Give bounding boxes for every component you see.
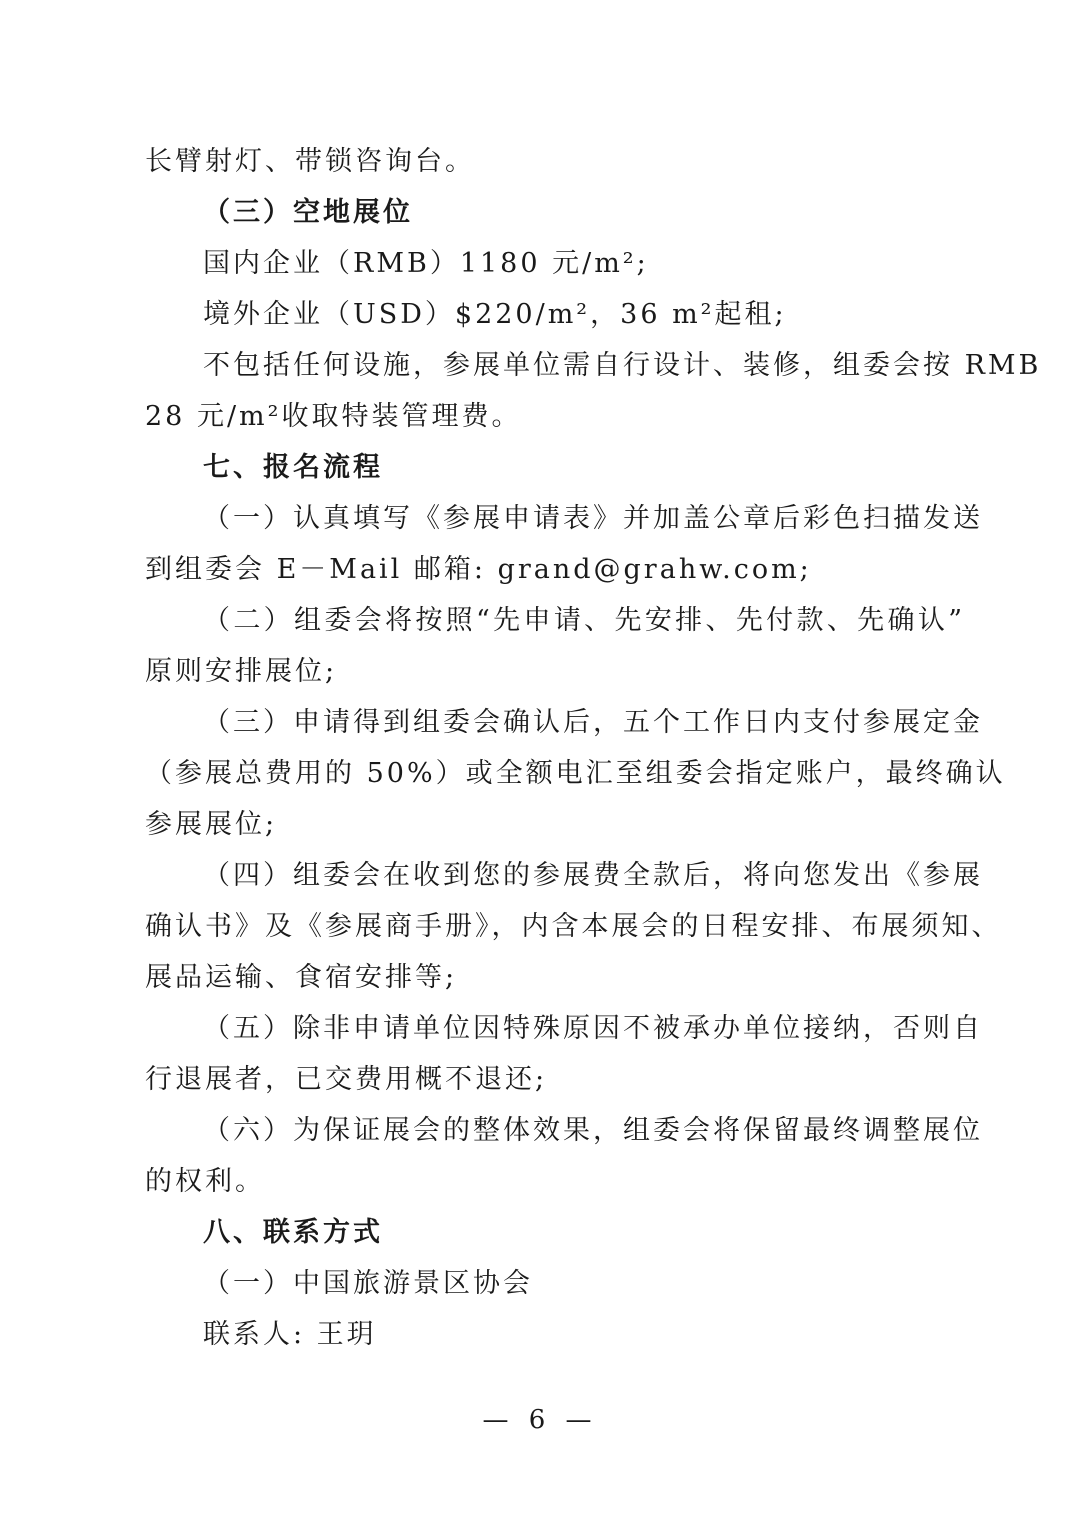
- paragraph-facilities: 不包括任何设施，参展单位需自行设计、装修，组委会按 RMB: [203, 350, 1042, 381]
- registration-step-3-cont: （参展总费用的 50%）或全额电汇至组委会指定账户，最终确认: [145, 758, 1006, 789]
- contact-organization: （一）中国旅游景区协会: [203, 1268, 533, 1299]
- registration-step-1-cont: 到组委会 E－Mail 邮箱: grand@grahw.com;: [145, 554, 812, 585]
- subheading-open-space-booth: （三）空地展位: [203, 197, 413, 228]
- price-overseas: 境外企业（USD）$220/m²，36 m²起租;: [203, 299, 787, 330]
- paragraph-continuation: 长臂射灯、带锁咨询台。: [145, 146, 475, 177]
- document-body: [145, 136, 1042, 1360]
- registration-step-3: （三）申请得到组委会确认后，五个工作日内支付参展定金: [203, 707, 983, 738]
- registration-step-2: （二）组委会将按照“先申请、先安排、先付款、先确认”: [203, 605, 965, 636]
- registration-step-2-cont: 原则安排展位;: [145, 656, 338, 687]
- registration-step-1: （一）认真填写《参展申请表》并加盖公章后彩色扫描发送: [203, 503, 983, 534]
- registration-step-6: （六）为保证展会的整体效果，组委会将保留最终调整展位: [203, 1115, 983, 1146]
- price-domestic: 国内企业（RMB）1180 元/m²;: [203, 248, 649, 279]
- registration-step-6-cont: 的权利。: [145, 1166, 265, 1197]
- contact-person: 联系人: 王玥: [203, 1319, 377, 1350]
- registration-step-5-cont: 行退展者，已交费用概不退还;: [145, 1064, 548, 1095]
- page-number: — 6 —: [482, 1405, 598, 1435]
- section-heading-registration: 七、报名流程: [203, 452, 383, 483]
- registration-step-3-end: 参展展位;: [145, 809, 278, 840]
- registration-step-4: （四）组委会在收到您的参展费全款后，将向您发出《参展: [203, 860, 983, 891]
- section-heading-contact: 八、联系方式: [203, 1217, 383, 1248]
- registration-step-4-cont: 确认书》及《参展商手册》，内含本展会的日程安排、布展须知、: [145, 911, 1002, 942]
- registration-step-5: （五）除非申请单位因特殊原因不被承办单位接纳，否则自: [203, 1013, 983, 1044]
- paragraph-facilities-cont: 28 元/m²收取特装管理费。: [145, 401, 522, 432]
- registration-step-4-end: 展品运输、食宿安排等;: [145, 962, 458, 993]
